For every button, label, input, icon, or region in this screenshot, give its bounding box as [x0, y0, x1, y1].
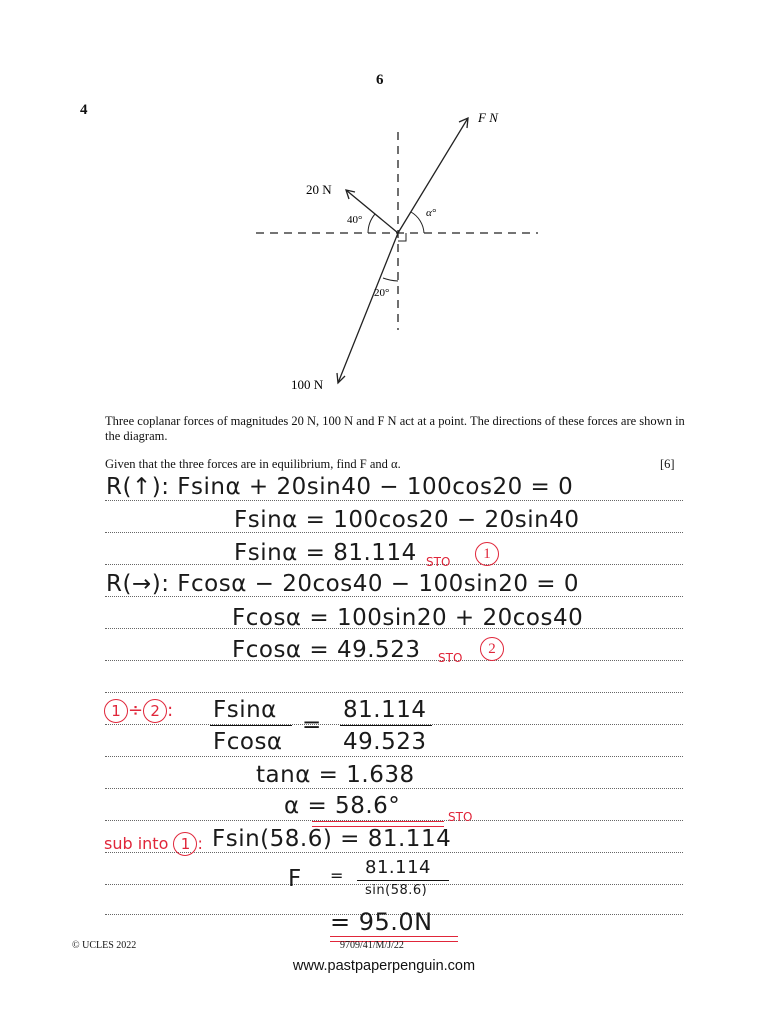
fraction-result-denominator: 49.523 — [343, 729, 427, 755]
fraction-result-bar — [340, 725, 432, 726]
question-instruction: Given that the three forces are in equilibrium, find F and α. — [105, 457, 401, 471]
fraction-bar — [210, 725, 292, 726]
label-40-degrees: 40° — [347, 214, 363, 226]
fraction-numerator: Fsinα — [213, 697, 277, 723]
answer-line — [105, 500, 683, 501]
website-link[interactable]: www.pastpaperpenguin.com — [292, 958, 476, 974]
sto-note-1: STO — [426, 555, 451, 569]
fraction-denominator: Fcosα — [213, 729, 283, 755]
angle-20-arc — [383, 278, 398, 281]
f-numerator: 81.114 — [365, 857, 431, 878]
angle-40-arc — [368, 214, 375, 233]
working-line-6: Fcosα = 49.523 — [232, 637, 421, 663]
force-20n-line — [346, 190, 398, 233]
tan-line: tanα = 1.638 — [256, 762, 415, 788]
copyright: © UCLES 2022 — [72, 940, 137, 951]
label-20n: 20 N — [306, 182, 332, 197]
answer-line — [105, 756, 683, 757]
division-label: 1 ÷ 2 : — [104, 699, 173, 723]
right-angle-mark — [398, 233, 406, 241]
label-alpha: α° — [426, 207, 437, 219]
working-line-1: R(↑): Fsinα + 20sin40 − 100cos20 = 0 — [106, 474, 574, 500]
sto-note-3: STO — [448, 810, 473, 824]
alpha-line: α = 58.6° — [284, 793, 401, 819]
force-diagram — [240, 110, 550, 400]
working-line-3: Fsinα = 81.114 — [234, 540, 417, 566]
answer-line — [105, 788, 683, 789]
working-line-5: Fcosα = 100sin20 + 20cos40 — [232, 605, 584, 631]
fraction-result-numerator: 81.114 — [343, 697, 427, 723]
final-underline — [330, 936, 458, 937]
substitution-line: Fsin(58.6) = 81.114 — [212, 826, 452, 852]
circle-ref-2: 2 — [480, 637, 504, 661]
paper-code: 9709/41/M/J/22 — [340, 940, 404, 951]
question-number: 4 — [80, 102, 88, 118]
working-line-4: R(→): Fcosα − 20cos40 − 100sin20 = 0 — [106, 571, 580, 597]
f-label: F — [288, 866, 302, 892]
sto-note-2: STO — [438, 651, 463, 665]
answer-line — [105, 692, 683, 693]
question-text: Three coplanar forces of magnitudes 20 N, 100 N and F N act at a point. The directions of these forces are shown in the diagram. — [105, 414, 685, 443]
circle-ref-1: 1 — [475, 542, 499, 566]
substitution-label: sub into 1 : — [104, 832, 203, 856]
label-fn: F N — [478, 110, 498, 125]
marks-label: [6] — [660, 457, 675, 471]
page-number: 6 — [376, 72, 384, 88]
label-20-degrees: 20° — [374, 287, 390, 299]
angle-alpha-arc — [411, 212, 424, 233]
fraction-equals: = — [302, 712, 322, 738]
final-answer: = 95.0N — [330, 908, 433, 936]
alpha-underline — [312, 821, 444, 822]
f-denominator: sin(58.6) — [365, 883, 428, 898]
label-100n: 100 N — [291, 377, 324, 392]
f-fraction-bar — [357, 880, 449, 881]
working-line-2: Fsinα = 100cos20 − 20sin40 — [234, 507, 580, 533]
f-equals: = — [330, 866, 344, 885]
force-100n-line — [338, 233, 398, 383]
